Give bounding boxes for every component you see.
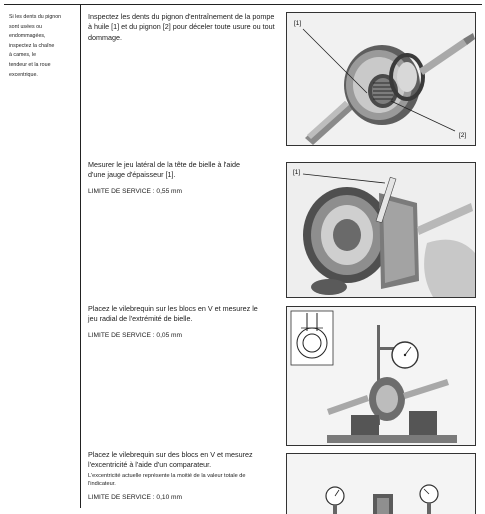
step-3-text	[88, 304, 278, 340]
feeler-gauge-illustration	[287, 163, 475, 297]
step-2-text	[88, 160, 278, 196]
step-1-text	[88, 12, 278, 43]
column-divider	[80, 4, 81, 508]
step-4-text	[88, 450, 278, 502]
side-note: Si les dents du pignon sont usées ou endommagées, inspectez la chaîne à cames, le tendeur et la roue excentrique.	[9, 14, 62, 78]
top-rule	[4, 4, 482, 5]
step-3-photo	[286, 306, 476, 446]
callout-1: [1]	[294, 20, 302, 27]
step-2-service-limit: LIMITE DE SERVICE : 0,55 mm	[88, 187, 183, 195]
step-1-instruction: Inspectez les dents du pignon d'entraînement de la pompe à huile [1] et du pignon [2] pour déceler toute usure ou tout dommage.	[88, 12, 275, 42]
callout-1: [1]	[293, 169, 301, 176]
step-4-photo	[286, 453, 476, 514]
callout-2: [2]	[459, 132, 467, 139]
dial-indicator-radial-illustration	[287, 307, 475, 445]
crankshaft-gear-illustration	[287, 13, 475, 145]
step-3-service-limit: LIMITE DE SERVICE : 0,05 mm	[88, 331, 183, 339]
dial-indicator-runout-illustration	[287, 454, 475, 514]
step-4-service-limit: LIMITE DE SERVICE : 0,10 mm	[88, 493, 183, 501]
step-4-instruction: Placez le vilebrequin sur des blocs en V et mesurez l'excentricité à l'aide d'un comparateur.	[88, 450, 253, 470]
step-2-instruction: Mesurer le jeu latéral de la tête de bielle à l'aide d'une jauge d'épaisseur [1].	[88, 160, 241, 180]
step-1-photo	[286, 12, 476, 146]
step-2-photo	[286, 162, 476, 298]
step-4-note: L'excentricité actuelle représente la moitié de la valeur totale de l'indicateur.	[88, 472, 246, 488]
step-3-instruction: Placez le vilebrequin sur les blocs en V et mesurez le jeu radial de l'extrémité de bielle.	[88, 304, 258, 324]
